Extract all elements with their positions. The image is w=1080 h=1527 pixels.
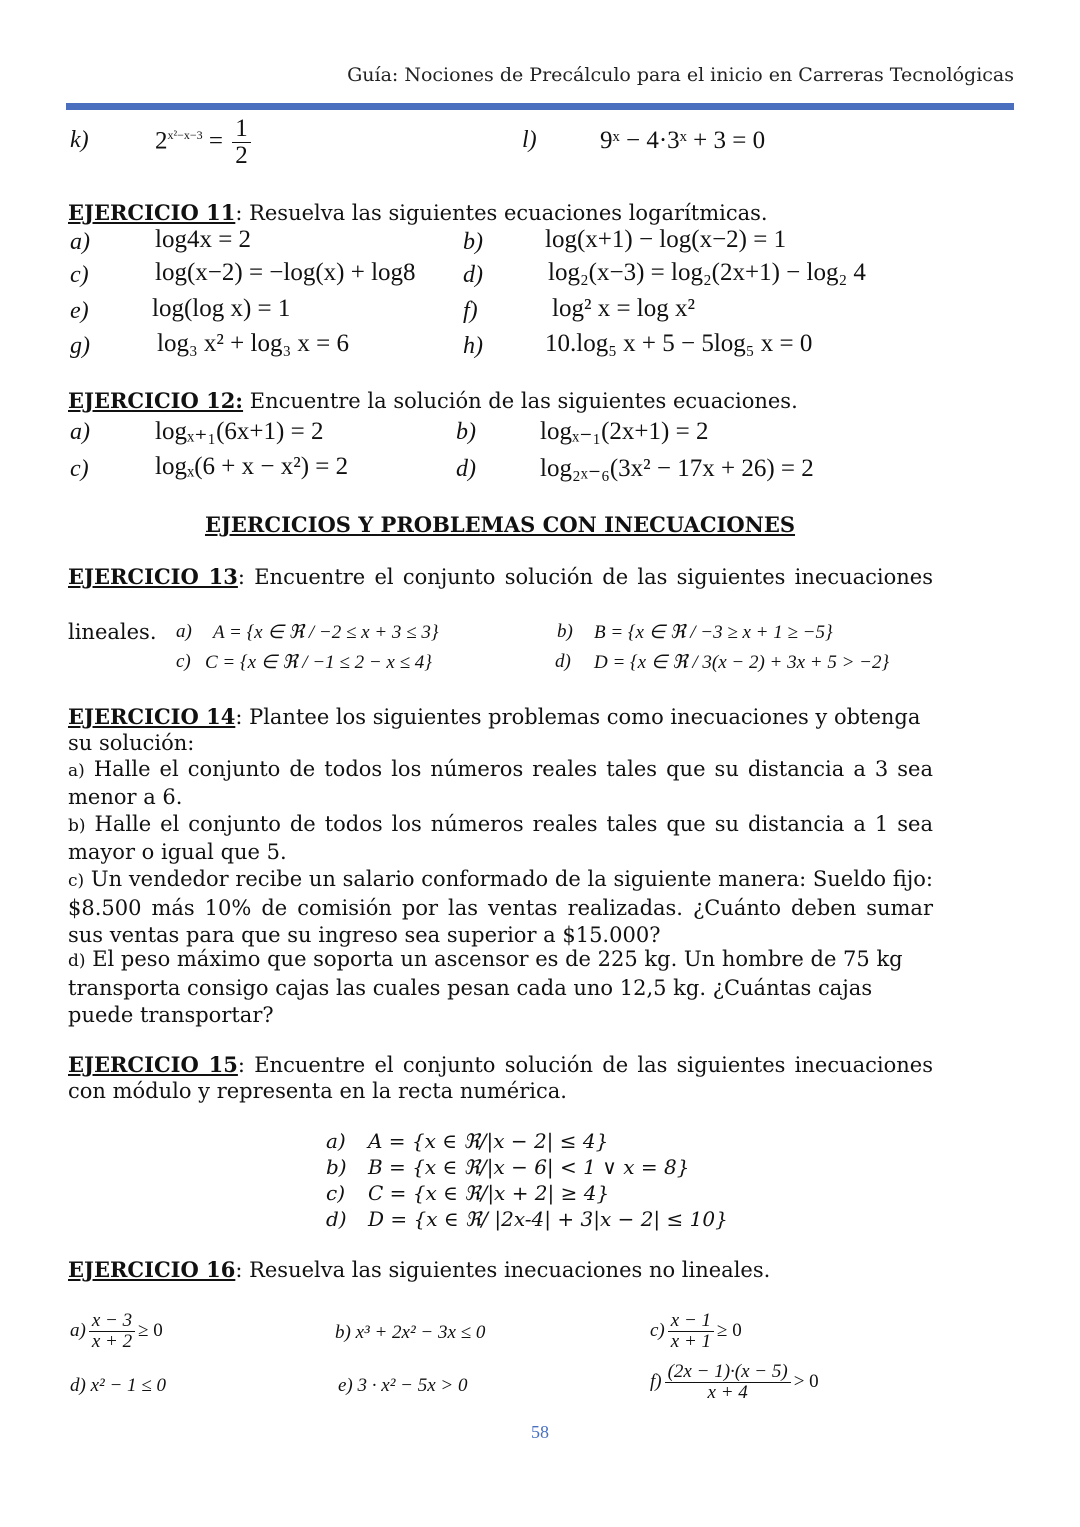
page-header: Guía: Nociones de Precálculo para el inicio en Carreras Tecnológicas [347,64,1014,86]
ex15-c-expr: C = {x ∈ ℜ/|x + 2| ≥ 4} [368,1181,610,1205]
ex15-c-label: c) [326,1181,346,1205]
ex14-item-c: c) Un vendedor recibe un salario conformado de la siguiente manera: Sueldo fijo: $8.500 más 10% de comisión por las ventas realizadas. ¿Cuánto deben sumar sus ventas para que su ingreso sea superior a $15.000? [68,867,933,947]
ex12-a-expr: logₓ₊₁(6x+1) = 2 [155,418,324,445]
ex16-a: a) $\frac{x - 3}{x + 2}$ ≥ 0 [70,1310,163,1352]
page-number: 58 [531,1422,549,1442]
ex16-heading: EJERCICIO 16: Resuelva las siguientes inecuaciones no lineales. [68,1257,771,1282]
ex15-b-expr: B = {x ∈ ℜ/|x − 6| < 1 ∨ x = 8} [368,1155,690,1179]
ex12-d-expr: log₂ₓ₋₆(3x² − 17x + 26) = 2 [540,455,814,482]
ex11-e-label: e) [70,298,89,324]
ex16-d: d) x² − 1 ≤ 0 [70,1375,166,1396]
ex11-c-expr: log(x−2) = −log(x) + log8 [155,259,416,286]
ex12-c-expr: logₓ(6 + x − x²) = 2 [155,453,349,480]
ex14-item-d: d) El peso máximo que soporta un ascensor es de 225 kg. Un hombre de 75 kg transporta consigo cajas las cuales pesan cada uno 12,5 kg. ¿Cuántas cajas puede transportar? [68,947,903,1027]
ex16-b: b) x³ + 2x² − 3x ≤ 0 [335,1322,486,1343]
ex13-a-label: a) [176,621,192,642]
ex14-item-a: a) Halle el conjunto de todos los números reales tales que su distancia a 3 sea menor a 6. [68,757,933,809]
header-rule [66,103,1014,110]
ex13-b-label: b) [557,621,573,642]
ex16-c: c) $\frac{x - 1}{x + 1}$ ≥ 0 [650,1310,742,1352]
ex13-lead: lineales. [68,620,157,644]
ex11-c-label: c) [70,262,89,288]
item-k-expr: $2^{x^2-x-3}$ = $\frac{1}{2}$ [155,116,254,170]
ex13-d-label: d) [555,651,571,672]
ex16-e: e) 3 · x² − 5x > 0 [338,1375,468,1396]
item-k-label: k) [70,127,89,153]
ex11-e-expr: log(log x) = 1 [152,295,291,322]
ex13-c-expr: C = {x ∈ ℜ / −1 ≤ 2 − x ≤ 4} [205,652,432,673]
ex13-heading: EJERCICIO 13: Encuentre el conjunto solución de las siguientes inecuaciones [68,564,933,589]
ex11-f-label: f) [463,298,478,324]
ex13-a-expr: A = {x ∈ ℜ / −2 ≤ x + 3 ≤ 3} [213,622,439,643]
ex11-h-expr: 10.log₅ x + 5 − 5log₅ x = 0 [545,330,813,357]
ex15-heading: EJERCICIO 15: Encuentre el conjunto solución de las siguientes inecuaciones con módulo y representa en la recta numérica. [68,1052,933,1103]
ex14-heading: EJERCICIO 14: Plantee los siguientes problemas como inecuaciones y obtenga su solución: [68,704,921,755]
ex15-a-label: a) [326,1129,346,1153]
ex11-a-expr: log4x = 2 [155,226,252,253]
ex11-b-expr: log(x+1) − log(x−2) = 1 [545,226,787,253]
ex11-b-label: b) [463,229,483,255]
ex11-f-expr: log² x = log x² [552,295,695,322]
ex15-b-label: b) [326,1155,347,1179]
ex11-h-label: h) [463,333,483,359]
ex12-heading: EJERCICIO 12: Encuentre la solución de las siguientes ecuaciones. [68,388,798,413]
item-l-label: l) [522,127,537,153]
ex12-b-label: b) [456,419,476,445]
ex15-d-label: d) [326,1207,347,1231]
ex13-b-expr: B = {x ∈ ℜ / −3 ≥ x + 1 ≥ −5} [594,622,833,643]
ex12-c-label: c) [70,456,89,482]
ex11-d-expr: log₂(x−3) = log₂(2x+1) − log₂ 4 [548,259,866,286]
ex11-a-label: a) [70,229,90,255]
ex16-f: f) $\frac{(2x - 1)\cdot(x - 5)}{x + 4}$ > 0 [650,1361,819,1403]
ex12-b-expr: logₓ₋₁(2x+1) = 2 [540,418,709,445]
item-l-expr: 9ˣ − 4·3ˣ + 3 = 0 [600,127,766,154]
ex14-item-b: b) Halle el conjunto de todos los números reales tales que su distancia a 1 sea mayor o igual que 5. [68,812,933,864]
ex13-d-expr: D = {x ∈ ℜ / 3(x − 2) + 3x + 5 > −2} [594,652,890,673]
ex11-g-label: g) [70,333,90,359]
section-title: EJERCICIOS Y PROBLEMAS CON INECUACIONES [204,512,796,537]
ex13-c-label: c) [176,651,191,672]
ex11-heading: EJERCICIO 11: Resuelva las siguientes ecuaciones logarítmicas. [68,200,768,225]
ex15-a-expr: A = {x ∈ ℜ/|x − 2| ≤ 4} [368,1129,609,1153]
ex15-d-expr: D = {x ∈ ℜ/ |2x-4| + 3|x − 2| ≤ 10} [368,1207,728,1231]
ex11-g-expr: log₃ x² + log₃ x = 6 [157,330,350,357]
ex11-d-label: d) [463,262,483,288]
ex12-a-label: a) [70,419,90,445]
ex12-d-label: d) [456,456,476,482]
